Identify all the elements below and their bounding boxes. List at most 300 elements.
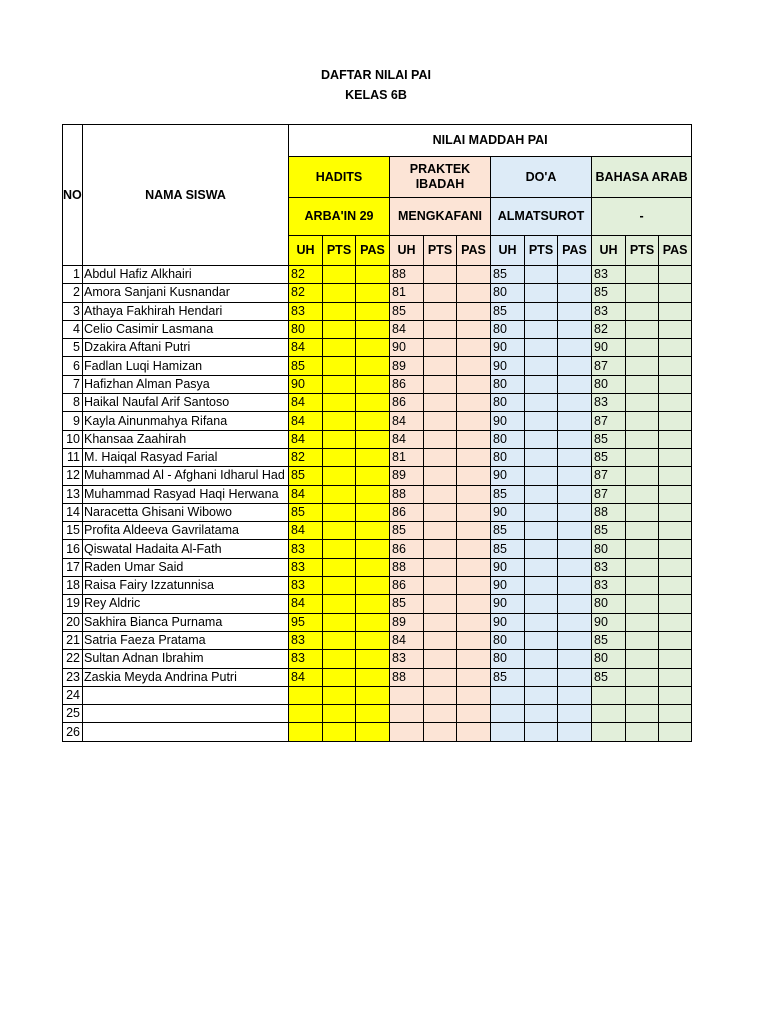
praktek-pas-cell bbox=[457, 375, 491, 393]
doa-pts-cell bbox=[525, 339, 558, 357]
praktek-uh-cell: 86 bbox=[390, 540, 424, 558]
doa-pts-cell bbox=[525, 266, 558, 284]
arab-pas-cell bbox=[659, 613, 692, 631]
student-name: Muhammad Al - Afghani Idharul Had bbox=[83, 467, 289, 485]
arab-uh-cell: 83 bbox=[592, 302, 626, 320]
hadits-pts-cell bbox=[323, 284, 356, 302]
row-no: 18 bbox=[63, 577, 83, 595]
doa-pas-cell bbox=[558, 595, 592, 613]
doa-pts-cell bbox=[525, 522, 558, 540]
praktek-pts-cell bbox=[424, 412, 457, 430]
row-no: 16 bbox=[63, 540, 83, 558]
doa-pas-cell bbox=[558, 540, 592, 558]
doa-uh-cell: 85 bbox=[491, 522, 525, 540]
hadits-pas-cell bbox=[356, 577, 390, 595]
doa-pas-cell bbox=[558, 558, 592, 576]
praktek-uh-cell: 86 bbox=[390, 394, 424, 412]
col-pas: PAS bbox=[558, 236, 592, 266]
praktek-pts-cell bbox=[424, 668, 457, 686]
praktek-pts-cell bbox=[424, 723, 457, 741]
arab-pas-cell bbox=[659, 503, 692, 521]
hadits-uh-cell: 82 bbox=[289, 448, 323, 466]
table-row bbox=[63, 595, 692, 613]
arab-pas-cell bbox=[659, 320, 692, 338]
doa-pas-cell bbox=[558, 448, 592, 466]
student-name: Khansaa Zaahirah bbox=[83, 430, 289, 448]
praktek-pas-cell bbox=[457, 668, 491, 686]
arab-pas-cell bbox=[659, 723, 692, 741]
praktek-uh-cell: 81 bbox=[390, 284, 424, 302]
hadits-pts-cell bbox=[323, 357, 356, 375]
doa-pas-cell bbox=[558, 375, 592, 393]
hadits-pas-cell bbox=[356, 485, 390, 503]
hadits-pts-cell bbox=[323, 302, 356, 320]
doa-pas-cell bbox=[558, 577, 592, 595]
row-no: 12 bbox=[63, 467, 83, 485]
hadits-uh-cell bbox=[289, 705, 323, 723]
arab-pts-cell bbox=[626, 631, 659, 649]
hadits-pts-cell bbox=[323, 320, 356, 338]
praktek-uh-cell: 85 bbox=[390, 302, 424, 320]
arab-pts-cell bbox=[626, 266, 659, 284]
doa-pts-cell bbox=[525, 631, 558, 649]
doa-pts-cell bbox=[525, 650, 558, 668]
arab-pts-cell bbox=[626, 485, 659, 503]
table-row bbox=[63, 266, 692, 284]
arab-uh-cell: 80 bbox=[592, 595, 626, 613]
hadits-pas-cell bbox=[356, 375, 390, 393]
arab-pas-cell bbox=[659, 339, 692, 357]
hadits-pts-cell bbox=[323, 595, 356, 613]
row-no: 2 bbox=[63, 284, 83, 302]
praktek-pas-cell bbox=[457, 631, 491, 649]
arab-pts-cell bbox=[626, 357, 659, 375]
doa-uh-cell: 90 bbox=[491, 339, 525, 357]
table-row bbox=[63, 723, 692, 741]
student-name bbox=[83, 705, 289, 723]
student-name: Raden Umar Said bbox=[83, 558, 289, 576]
arab-pts-cell bbox=[626, 540, 659, 558]
arab-uh-cell: 85 bbox=[592, 430, 626, 448]
doa-uh-cell: 80 bbox=[491, 375, 525, 393]
doa-uh-cell: 80 bbox=[491, 650, 525, 668]
doa-uh-cell: 90 bbox=[491, 558, 525, 576]
row-no: 22 bbox=[63, 650, 83, 668]
hadits-uh-cell bbox=[289, 723, 323, 741]
hadits-uh-cell: 83 bbox=[289, 558, 323, 576]
hadits-pts-cell bbox=[323, 540, 356, 558]
table-row bbox=[63, 394, 692, 412]
hadits-uh-cell: 83 bbox=[289, 631, 323, 649]
table-row bbox=[63, 320, 692, 338]
arab-pts-cell bbox=[626, 613, 659, 631]
arab-uh-cell: 80 bbox=[592, 650, 626, 668]
student-name: Amora Sanjani Kusnandar bbox=[83, 284, 289, 302]
hadits-uh-cell: 85 bbox=[289, 467, 323, 485]
praktek-pas-cell bbox=[457, 686, 491, 704]
arab-uh-cell: 85 bbox=[592, 284, 626, 302]
hadits-pts-cell bbox=[323, 430, 356, 448]
row-no: 7 bbox=[63, 375, 83, 393]
doa-uh-cell: 80 bbox=[491, 320, 525, 338]
col-pas: PAS bbox=[356, 236, 390, 266]
doa-pts-cell bbox=[525, 503, 558, 521]
col-pts: PTS bbox=[424, 236, 457, 266]
student-name: Abdul Hafiz Alkhairi bbox=[83, 266, 289, 284]
hadits-pts-cell bbox=[323, 650, 356, 668]
praktek-uh-cell: 89 bbox=[390, 467, 424, 485]
hadits-pas-cell bbox=[356, 595, 390, 613]
praktek-pts-cell bbox=[424, 430, 457, 448]
doa-uh-cell: 90 bbox=[491, 613, 525, 631]
arab-uh-cell: 87 bbox=[592, 467, 626, 485]
doa-uh-cell: 80 bbox=[491, 430, 525, 448]
praktek-uh-cell: 89 bbox=[390, 357, 424, 375]
doa-pas-cell bbox=[558, 266, 592, 284]
hadits-uh-cell: 90 bbox=[289, 375, 323, 393]
praktek-pas-cell bbox=[457, 503, 491, 521]
arab-uh-cell: 85 bbox=[592, 522, 626, 540]
arab-uh-cell: 83 bbox=[592, 394, 626, 412]
hadits-pas-cell bbox=[356, 430, 390, 448]
praktek-pts-cell bbox=[424, 650, 457, 668]
topic-bahasa-arab: - bbox=[592, 198, 692, 236]
doa-uh-cell bbox=[491, 705, 525, 723]
hadits-uh-cell: 83 bbox=[289, 302, 323, 320]
hadits-uh-cell: 84 bbox=[289, 412, 323, 430]
table-row bbox=[63, 467, 692, 485]
col-pts: PTS bbox=[323, 236, 356, 266]
doa-pas-cell bbox=[558, 430, 592, 448]
hadits-pas-cell bbox=[356, 558, 390, 576]
arab-pas-cell bbox=[659, 631, 692, 649]
hadits-pas-cell bbox=[356, 394, 390, 412]
arab-pas-cell bbox=[659, 595, 692, 613]
praktek-uh-cell: 85 bbox=[390, 595, 424, 613]
arab-uh-cell bbox=[592, 723, 626, 741]
doa-uh-cell: 90 bbox=[491, 412, 525, 430]
arab-pas-cell bbox=[659, 668, 692, 686]
hadits-pas-cell bbox=[356, 503, 390, 521]
hadits-pts-cell bbox=[323, 485, 356, 503]
row-no: 4 bbox=[63, 320, 83, 338]
student-name: Raisa Fairy Izzatunnisa bbox=[83, 577, 289, 595]
arab-pas-cell bbox=[659, 705, 692, 723]
arab-uh-cell: 87 bbox=[592, 357, 626, 375]
doa-uh-cell bbox=[491, 686, 525, 704]
table-row bbox=[63, 705, 692, 723]
praktek-pts-cell bbox=[424, 394, 457, 412]
arab-pts-cell bbox=[626, 412, 659, 430]
doa-pas-cell bbox=[558, 522, 592, 540]
praktek-pas-cell bbox=[457, 522, 491, 540]
doa-pts-cell bbox=[525, 284, 558, 302]
col-pas: PAS bbox=[659, 236, 692, 266]
topic-praktek-ibadah: MENGKAFANI bbox=[390, 198, 491, 236]
table-row bbox=[63, 412, 692, 430]
arab-pts-cell bbox=[626, 723, 659, 741]
doa-uh-cell: 85 bbox=[491, 302, 525, 320]
arab-pts-cell bbox=[626, 448, 659, 466]
praktek-uh-cell: 84 bbox=[390, 412, 424, 430]
praktek-uh-cell bbox=[390, 723, 424, 741]
doa-uh-cell: 80 bbox=[491, 394, 525, 412]
row-no: 1 bbox=[63, 266, 83, 284]
table-row bbox=[63, 558, 692, 576]
row-no: 19 bbox=[63, 595, 83, 613]
page-subtitle: KELAS 6B bbox=[345, 88, 407, 102]
hadits-pts-cell bbox=[323, 723, 356, 741]
doa-pas-cell bbox=[558, 357, 592, 375]
row-no: 11 bbox=[63, 448, 83, 466]
doa-pts-cell bbox=[525, 558, 558, 576]
doa-pas-cell bbox=[558, 668, 592, 686]
arab-pts-cell bbox=[626, 339, 659, 357]
praktek-pts-cell bbox=[424, 705, 457, 723]
row-no: 9 bbox=[63, 412, 83, 430]
subject-praktek-ibadah: PRAKTEK IBADAH bbox=[390, 157, 491, 198]
praktek-pts-cell bbox=[424, 302, 457, 320]
hadits-uh-cell: 84 bbox=[289, 485, 323, 503]
doa-pts-cell bbox=[525, 595, 558, 613]
arab-pts-cell bbox=[626, 284, 659, 302]
subject-hadits: HADITS bbox=[289, 157, 390, 198]
student-name bbox=[83, 723, 289, 741]
student-name: Naracetta Ghisani Wibowo bbox=[83, 503, 289, 521]
praktek-pas-cell bbox=[457, 595, 491, 613]
praktek-pts-cell bbox=[424, 339, 457, 357]
hadits-uh-cell: 80 bbox=[289, 320, 323, 338]
arab-pas-cell bbox=[659, 540, 692, 558]
arab-uh-cell: 83 bbox=[592, 577, 626, 595]
praktek-pas-cell bbox=[457, 723, 491, 741]
hadits-pts-cell bbox=[323, 705, 356, 723]
arab-pts-cell bbox=[626, 503, 659, 521]
doa-uh-cell: 80 bbox=[491, 631, 525, 649]
arab-pts-cell bbox=[626, 375, 659, 393]
doa-pas-cell bbox=[558, 686, 592, 704]
student-name: Satria Faeza Pratama bbox=[83, 631, 289, 649]
hadits-pts-cell bbox=[323, 394, 356, 412]
hadits-pas-cell bbox=[356, 613, 390, 631]
table-row bbox=[63, 522, 692, 540]
hadits-pas-cell bbox=[356, 320, 390, 338]
table-row bbox=[63, 503, 692, 521]
hadits-pas-cell bbox=[356, 266, 390, 284]
header-group: NILAI MADDAH PAI bbox=[289, 125, 692, 157]
col-pts: PTS bbox=[525, 236, 558, 266]
praktek-uh-cell: 84 bbox=[390, 430, 424, 448]
topic-hadits: ARBA'IN 29 bbox=[289, 198, 390, 236]
col-uh: UH bbox=[289, 236, 323, 266]
row-no: 17 bbox=[63, 558, 83, 576]
doa-pas-cell bbox=[558, 467, 592, 485]
hadits-pts-cell bbox=[323, 412, 356, 430]
doa-pas-cell bbox=[558, 723, 592, 741]
arab-uh-cell: 85 bbox=[592, 668, 626, 686]
praktek-pts-cell bbox=[424, 558, 457, 576]
topic-doa: ALMATSUROT bbox=[491, 198, 592, 236]
header-no: NO bbox=[63, 125, 83, 266]
doa-pts-cell bbox=[525, 394, 558, 412]
table-row bbox=[63, 577, 692, 595]
praktek-uh-cell: 88 bbox=[390, 485, 424, 503]
doa-pts-cell bbox=[525, 485, 558, 503]
student-name: Profita Aldeeva Gavrilatama bbox=[83, 522, 289, 540]
table-row bbox=[63, 485, 692, 503]
row-no: 3 bbox=[63, 302, 83, 320]
praktek-uh-cell: 83 bbox=[390, 650, 424, 668]
praktek-pas-cell bbox=[457, 467, 491, 485]
doa-pts-cell bbox=[525, 668, 558, 686]
hadits-pas-cell bbox=[356, 339, 390, 357]
arab-pas-cell bbox=[659, 522, 692, 540]
hadits-pas-cell bbox=[356, 686, 390, 704]
student-name bbox=[83, 686, 289, 704]
doa-pas-cell bbox=[558, 650, 592, 668]
doa-uh-cell: 85 bbox=[491, 266, 525, 284]
grade-rows bbox=[63, 266, 692, 742]
doa-pas-cell bbox=[558, 284, 592, 302]
row-no: 20 bbox=[63, 613, 83, 631]
hadits-uh-cell: 84 bbox=[289, 668, 323, 686]
row-no: 15 bbox=[63, 522, 83, 540]
hadits-pts-cell bbox=[323, 503, 356, 521]
arab-pas-cell bbox=[659, 650, 692, 668]
praktek-pas-cell bbox=[457, 394, 491, 412]
hadits-pas-cell bbox=[356, 522, 390, 540]
praktek-pts-cell bbox=[424, 595, 457, 613]
praktek-uh-cell bbox=[390, 705, 424, 723]
doa-uh-cell bbox=[491, 723, 525, 741]
hadits-pts-cell bbox=[323, 339, 356, 357]
row-no: 23 bbox=[63, 668, 83, 686]
arab-pts-cell bbox=[626, 394, 659, 412]
praktek-pts-cell bbox=[424, 284, 457, 302]
hadits-pts-cell bbox=[323, 522, 356, 540]
row-no: 6 bbox=[63, 357, 83, 375]
praktek-pts-cell bbox=[424, 357, 457, 375]
doa-pas-cell bbox=[558, 339, 592, 357]
hadits-pas-cell bbox=[356, 705, 390, 723]
praktek-pts-cell bbox=[424, 375, 457, 393]
arab-pts-cell bbox=[626, 467, 659, 485]
doa-pts-cell bbox=[525, 448, 558, 466]
doa-uh-cell: 90 bbox=[491, 357, 525, 375]
arab-uh-cell: 80 bbox=[592, 540, 626, 558]
praktek-pas-cell bbox=[457, 302, 491, 320]
student-name: Celio Casimir Lasmana bbox=[83, 320, 289, 338]
hadits-pas-cell bbox=[356, 412, 390, 430]
doa-pas-cell bbox=[558, 705, 592, 723]
hadits-uh-cell: 84 bbox=[289, 339, 323, 357]
arab-pts-cell bbox=[626, 522, 659, 540]
doa-pts-cell bbox=[525, 613, 558, 631]
col-pts: PTS bbox=[626, 236, 659, 266]
praktek-pas-cell bbox=[457, 540, 491, 558]
praktek-uh-cell: 86 bbox=[390, 577, 424, 595]
arab-uh-cell: 90 bbox=[592, 613, 626, 631]
hadits-pas-cell bbox=[356, 540, 390, 558]
doa-pts-cell bbox=[525, 467, 558, 485]
praktek-pas-cell bbox=[457, 357, 491, 375]
hadits-uh-cell: 95 bbox=[289, 613, 323, 631]
arab-uh-cell: 90 bbox=[592, 339, 626, 357]
praktek-uh-cell: 88 bbox=[390, 558, 424, 576]
col-uh: UH bbox=[390, 236, 424, 266]
hadits-pts-cell bbox=[323, 686, 356, 704]
header-name: NAMA SISWA bbox=[83, 125, 289, 266]
praktek-pts-cell bbox=[424, 266, 457, 284]
doa-pts-cell bbox=[525, 430, 558, 448]
praktek-pts-cell bbox=[424, 631, 457, 649]
row-no: 25 bbox=[63, 705, 83, 723]
doa-uh-cell: 85 bbox=[491, 668, 525, 686]
hadits-pts-cell bbox=[323, 577, 356, 595]
praktek-uh-cell: 90 bbox=[390, 339, 424, 357]
hadits-uh-cell: 83 bbox=[289, 650, 323, 668]
table-row bbox=[63, 668, 692, 686]
praktek-pts-cell bbox=[424, 320, 457, 338]
praktek-uh-cell: 81 bbox=[390, 448, 424, 466]
hadits-pas-cell bbox=[356, 631, 390, 649]
arab-pas-cell bbox=[659, 485, 692, 503]
praktek-pas-cell bbox=[457, 485, 491, 503]
table-row bbox=[63, 302, 692, 320]
arab-uh-cell: 87 bbox=[592, 412, 626, 430]
hadits-pts-cell bbox=[323, 375, 356, 393]
student-name: M. Haiqal Rasyad Farial bbox=[83, 448, 289, 466]
student-name: Zaskia Meyda Andrina Putri bbox=[83, 668, 289, 686]
hadits-uh-cell: 84 bbox=[289, 522, 323, 540]
row-no: 5 bbox=[63, 339, 83, 357]
table-row bbox=[63, 650, 692, 668]
hadits-uh-cell: 82 bbox=[289, 266, 323, 284]
doa-uh-cell: 80 bbox=[491, 448, 525, 466]
arab-uh-cell: 87 bbox=[592, 485, 626, 503]
arab-uh-cell bbox=[592, 705, 626, 723]
praktek-uh-cell: 86 bbox=[390, 503, 424, 521]
student-name: Hafizhan Alman Pasya bbox=[83, 375, 289, 393]
praktek-pts-cell bbox=[424, 503, 457, 521]
arab-uh-cell bbox=[592, 686, 626, 704]
praktek-pts-cell bbox=[424, 613, 457, 631]
praktek-pas-cell bbox=[457, 320, 491, 338]
hadits-uh-cell: 84 bbox=[289, 595, 323, 613]
hadits-pas-cell bbox=[356, 467, 390, 485]
doa-pas-cell bbox=[558, 613, 592, 631]
doa-pts-cell bbox=[525, 412, 558, 430]
hadits-uh-cell: 83 bbox=[289, 540, 323, 558]
doa-pts-cell bbox=[525, 302, 558, 320]
praktek-pts-cell bbox=[424, 448, 457, 466]
praktek-uh-cell: 88 bbox=[390, 668, 424, 686]
doa-uh-cell: 90 bbox=[491, 577, 525, 595]
table-row bbox=[63, 357, 692, 375]
doa-pts-cell bbox=[525, 705, 558, 723]
row-no: 21 bbox=[63, 631, 83, 649]
hadits-uh-cell: 84 bbox=[289, 430, 323, 448]
praktek-pas-cell bbox=[457, 339, 491, 357]
student-name: Sultan Adnan Ibrahim bbox=[83, 650, 289, 668]
praktek-uh-cell: 89 bbox=[390, 613, 424, 631]
praktek-pts-cell bbox=[424, 540, 457, 558]
praktek-pts-cell bbox=[424, 467, 457, 485]
arab-pts-cell bbox=[626, 650, 659, 668]
hadits-uh-cell: 85 bbox=[289, 503, 323, 521]
student-name: Rey Aldric bbox=[83, 595, 289, 613]
row-no: 14 bbox=[63, 503, 83, 521]
